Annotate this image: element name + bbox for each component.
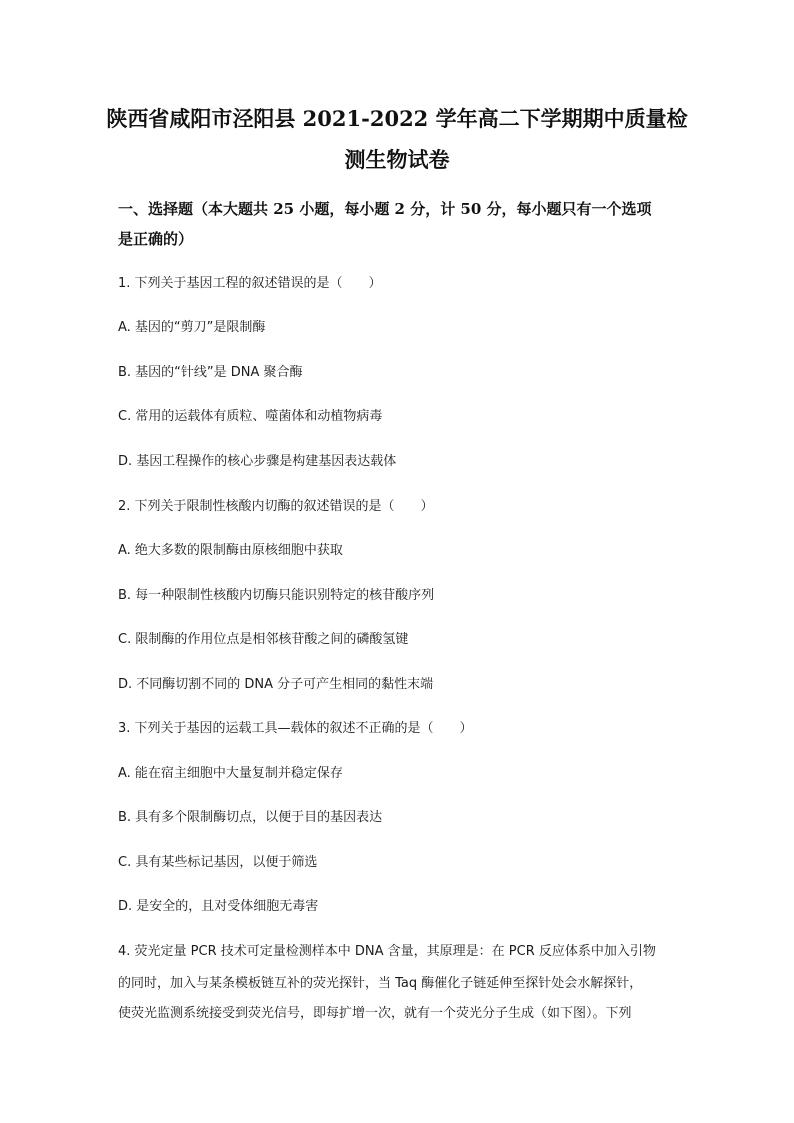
section-heading-line-1: 一、选择题（本大题共 25 小题，每小题 2 分，计 50 分，每小题只有一个选项: [118, 200, 652, 218]
page-title-line-1: 陕西省咸阳市泾阳县 2021-2022 学年高二下学期期中质量检: [106, 106, 688, 131]
question-4-stem-line-2: 的同时，加入与某条模板链互补的荧光探针，当 Taq 酶催化子链延伸至探针处会水解探针，: [118, 976, 643, 991]
question-4-stem-line-1: 4. 荧光定量 PCR 技术可定量检测样本中 DNA 含量，其原理是：在 PCR 反应体系中加入引物: [118, 944, 656, 959]
question-3-option-c: C. 具有某些标记基因，以便于筛选: [118, 855, 318, 870]
question-2-option-a: A. 绝大多数的限制酶由原核细胞中获取: [118, 543, 343, 558]
question-3-option-d: D. 是安全的，且对受体细胞无毒害: [118, 899, 319, 914]
question-1-option-d: D. 基因工程操作的核心步骤是构建基因表达载体: [118, 454, 397, 469]
question-3-option-a: A. 能在宿主细胞中大量复制并稳定保存: [118, 766, 343, 781]
question-1-option-c: C. 常用的运载体有质粒、噬菌体和动植物病毒: [118, 409, 383, 424]
question-3-option-b: B. 具有多个限制酶切点，以便于目的基因表达: [118, 810, 383, 825]
question-1-stem: 1. 下列关于基因工程的叙述错误的是（ ）: [118, 276, 382, 291]
question-2-option-c: C. 限制酶的作用位点是相邻核苷酸之间的磷酸氢键: [118, 632, 409, 647]
question-1-option-b: B. 基因的“针线”是 DNA 聚合酶: [118, 365, 303, 380]
question-1-option-a: A. 基因的“剪刀”是限制酶: [118, 320, 266, 335]
page-title-line-2: 测生物试卷: [344, 147, 450, 172]
section-heading-line-2: 是正确的）: [118, 230, 194, 248]
question-2-stem: 2. 下列关于限制性核酸内切酶的叙述错误的是（ ）: [118, 499, 434, 514]
question-4-stem-line-3: 使荧光监测系统接受到荧光信号，即每扩增一次，就有一个荧光分子生成（如下图）。下列: [118, 1006, 632, 1021]
question-2-option-b: B. 每一种限制性核酸内切酶只能识别特定的核苷酸序列: [118, 588, 435, 603]
question-3-stem: 3. 下列关于基因的运载工具—载体的叙述不正确的是（ ）: [118, 721, 473, 736]
question-2-option-d: D. 不同酶切割不同的 DNA 分子可产生相同的黏性末端: [118, 677, 434, 692]
